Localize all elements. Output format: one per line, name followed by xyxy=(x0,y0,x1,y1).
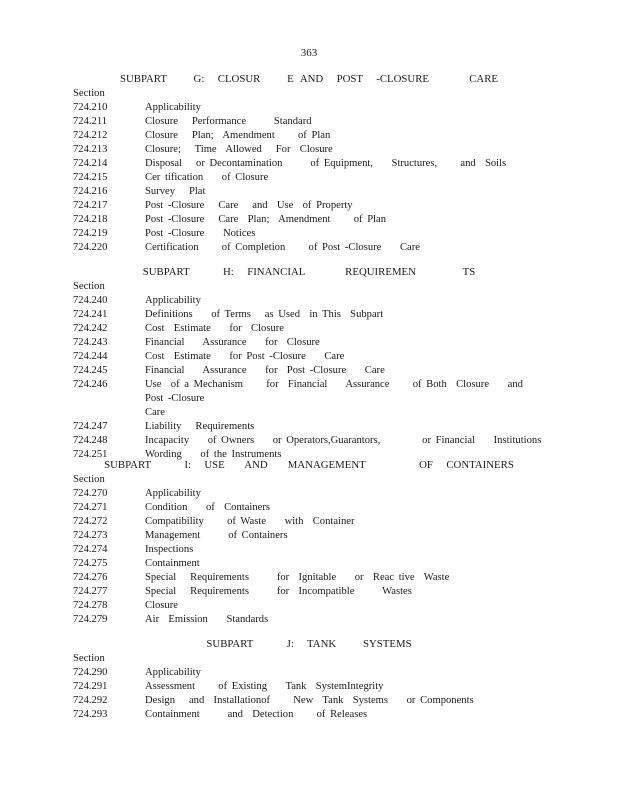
section-title: Incapacity of Owners or Operators,Guarantors, or Financial Institutions xyxy=(145,435,542,446)
toc-row xyxy=(73,364,543,378)
section-number: 724.292 xyxy=(73,695,108,706)
toc-row xyxy=(73,199,543,213)
section-number: 724.242 xyxy=(73,323,108,334)
subpart-h-contents xyxy=(73,280,543,462)
section-number: 724.290 xyxy=(73,667,108,678)
section-number: 724.247 xyxy=(73,421,108,432)
toc-row xyxy=(73,599,543,613)
toc-row xyxy=(73,613,543,627)
section-number: 724.291 xyxy=(73,681,108,692)
section-number: 724.215 xyxy=(73,172,108,183)
section-title: Management of Containers xyxy=(145,530,288,541)
subpart-g-contents xyxy=(73,87,543,255)
toc-row xyxy=(73,241,543,255)
section-title: Containment xyxy=(145,558,200,569)
toc-row xyxy=(73,350,543,364)
section-number: 724.241 xyxy=(73,309,108,320)
section-number: 724.273 xyxy=(73,530,108,541)
section-title: Special Requirements for Ignitable or Reac tive Waste xyxy=(145,572,450,583)
toc-row xyxy=(73,115,543,129)
toc-row xyxy=(73,101,543,115)
section-number: 724.210 xyxy=(73,102,108,113)
section-label: Section xyxy=(73,653,105,664)
section-title: Post -Closure Notices xyxy=(145,228,256,239)
section-title: Disposal or Decontamination of Equipment, Structures, and Soils xyxy=(145,158,507,169)
subpart-j-heading: SUBPART J: TANK SYSTEMS xyxy=(206,638,412,650)
section-number: 724.272 xyxy=(73,516,108,527)
section-number: 724.248 xyxy=(73,435,108,446)
toc-row xyxy=(73,185,543,199)
section-title: Financial Assurance for Post -Closure Care xyxy=(145,365,385,376)
section-number: 724.278 xyxy=(73,600,108,611)
section-title: Definitions of Terms as Used in This Subpart xyxy=(145,309,384,320)
section-number: 724.274 xyxy=(73,544,108,555)
subpart-g-heading: SUBPART G: CLOSUR E AND POST -CLOSURE CARE xyxy=(119,73,499,85)
section-label: Section xyxy=(73,281,105,292)
section-title: Closure Performance Standard xyxy=(145,116,312,127)
section-number: 724.244 xyxy=(73,351,108,362)
toc-row xyxy=(73,129,543,143)
section-number: 724.216 xyxy=(73,186,108,197)
section-label: Section xyxy=(73,88,105,99)
section-number: 724.271 xyxy=(73,502,108,513)
toc-row xyxy=(73,708,543,722)
section-title: Wording of the Instruments xyxy=(145,449,282,460)
subpart-i-heading: SUBPART I: USE AND MANAGEMENT OF CONTAINERS xyxy=(104,459,514,471)
section-title: Liability Requirements xyxy=(145,421,255,432)
section-title: Cost Estimate for Closure xyxy=(145,323,284,334)
section-title: Containment and Detection of Releases xyxy=(145,709,368,720)
section-title: Closure; Time Allowed For Closure xyxy=(145,144,333,155)
section-title: Certification of Completion of Post -Closure Care xyxy=(145,242,420,253)
toc-row xyxy=(73,666,543,680)
toc-row xyxy=(73,308,543,322)
section-label: Section xyxy=(73,474,105,485)
section-number: 724.220 xyxy=(73,242,108,253)
section-number: 724.276 xyxy=(73,572,108,583)
toc-row xyxy=(73,487,543,501)
section-title: Financial Assurance for Closure xyxy=(145,337,320,348)
section-title: Closure xyxy=(145,600,178,611)
section-number: 724.214 xyxy=(73,158,108,169)
section-title: Assessment of Existing Tank SystemIntegrity xyxy=(145,681,384,692)
toc-row xyxy=(73,227,543,241)
toc-row xyxy=(73,294,543,308)
section-number: 724.217 xyxy=(73,200,108,211)
section-number: 724.270 xyxy=(73,488,108,499)
section-number: 724.245 xyxy=(73,365,108,376)
section-number: 724.293 xyxy=(73,709,108,720)
toc-row xyxy=(73,336,543,350)
section-title: Post -Closure Care and Use of Property xyxy=(145,200,353,211)
section-number: 724.219 xyxy=(73,228,108,239)
section-number: 724.277 xyxy=(73,586,108,597)
section-title: Air Emission Standards xyxy=(145,614,269,625)
toc-row xyxy=(73,694,543,708)
section-title: Post -Closure Care Plan; Amendment of Plan xyxy=(145,214,387,225)
toc-row xyxy=(73,543,543,557)
section-number: 724.275 xyxy=(73,558,108,569)
section-title: Design and Installationof New Tank Systems or Components xyxy=(145,695,474,706)
subpart-h-heading: SUBPART H: FINANCIAL REQUIREMEN TS xyxy=(142,266,476,278)
section-number: 724.243 xyxy=(73,337,108,348)
toc-row xyxy=(73,171,543,185)
section-title: Applicability xyxy=(145,295,201,306)
section-title: Cer tification of Closure xyxy=(145,172,269,183)
section-number: 724.246 xyxy=(73,379,108,390)
toc-row xyxy=(73,420,543,434)
toc-row xyxy=(73,157,543,171)
subpart-i-contents xyxy=(73,473,543,627)
section-title: Applicability xyxy=(145,102,201,113)
toc-row xyxy=(73,322,543,336)
section-title: Special Requirements for Incompatible Wastes xyxy=(145,586,412,597)
section-title: Cost Estimate for Post -Closure Care xyxy=(145,351,345,362)
section-number: 724.218 xyxy=(73,214,108,225)
page-number: 363 xyxy=(300,47,318,59)
section-title: Applicability xyxy=(145,488,201,499)
section-number: 724.279 xyxy=(73,614,108,625)
toc-row xyxy=(73,501,543,515)
section-title: Compatibility of Waste with Container xyxy=(145,516,355,527)
toc-row xyxy=(73,143,543,157)
toc-row xyxy=(73,434,543,448)
section-title: Condition of Containers xyxy=(145,502,270,513)
toc-row xyxy=(73,529,543,543)
toc-row xyxy=(73,571,543,585)
section-title: Use of a Mechanism for Financial Assurance of Both Closure and Post -Closure Care xyxy=(145,379,523,418)
subpart-j-contents xyxy=(73,652,543,722)
section-number: 724.212 xyxy=(73,130,108,141)
section-title: Inspections xyxy=(145,544,194,555)
toc-row xyxy=(73,585,543,599)
toc-row xyxy=(73,680,543,694)
toc-row xyxy=(73,378,543,420)
section-title: Survey Plat xyxy=(145,186,206,197)
section-number: 724.211 xyxy=(73,116,108,127)
toc-row xyxy=(73,557,543,571)
toc-row xyxy=(73,213,543,227)
section-title: Applicability xyxy=(145,667,201,678)
section-number: 724.240 xyxy=(73,295,108,306)
section-title: Closure Plan; Amendment of Plan xyxy=(145,130,331,141)
section-number: 724.213 xyxy=(73,144,108,155)
toc-row xyxy=(73,515,543,529)
section-number: 724.251 xyxy=(73,449,108,460)
